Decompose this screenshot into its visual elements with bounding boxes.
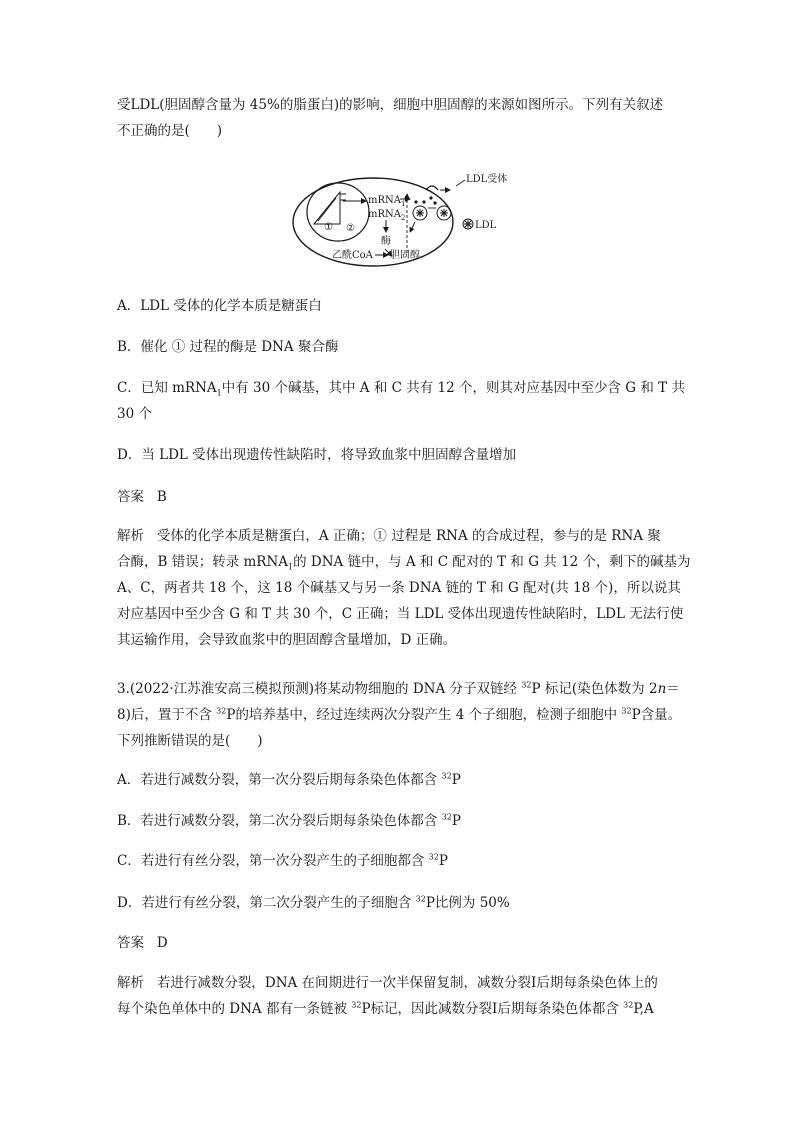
- acetyl-coa-label: 乙酰CoA: [332, 250, 373, 261]
- q2-answer: [117, 484, 682, 510]
- ldl-label: LDL: [475, 220, 497, 231]
- q3-analysis-line: 解析 若进行减数分裂，DNA 在间期进行一次半保留复制，减数分裂Ⅰ后期每条染色体上的: [117, 975, 658, 991]
- q3-stem: [117, 676, 682, 754]
- q3-option-b: B．若进行减数分裂，第二次分裂后期每条染色体都含 $^{32}$P: [117, 812, 461, 829]
- q3-answer: [117, 930, 682, 956]
- q3-stem-line: 8)后，置于不含 $^{32}$P的培养基中，经过连续两次分裂产生 4 个子细胞，检测子细胞中 $^{32}$P含量。: [117, 706, 682, 723]
- q2-analysis: [117, 523, 691, 653]
- answer-label: 答案: [117, 935, 144, 951]
- q2-option-c-line: 30 个: [117, 406, 152, 422]
- q2-option-d: D．当 LDL 受体出现遗传性缺陷时，将导致血浆中胆固醇含量增加: [117, 447, 517, 463]
- q2-analysis-line: 解析 受体的化学本质是糖蛋白，A 正确；① 过程是 RNA 的合成过程，参与的是 RNA 聚: [117, 528, 661, 544]
- ldl-particle-icon: [463, 219, 473, 229]
- q2-option-c-line: C．已知 mRNA$_1$中有 30 个碱基，其中 A 和 C 共有 12 个，则其对应基因中至少含 G 和 T 共: [117, 380, 685, 398]
- answer-value: B: [156, 489, 167, 505]
- q3-stem-line: 下列推断错误的是( ): [117, 733, 263, 749]
- cholesterol-label: 胆固醇: [390, 250, 420, 261]
- q2-option-c: [117, 375, 685, 427]
- mrna1-label: mRNA$_1$: [368, 195, 406, 208]
- q2-analysis-line: 合酶，B 错误；转录 mRNA$_1$的 DNA 链中，与 A 和 C 配对的 T 和 G 共 12 个，剩下的碱基为: [117, 554, 691, 572]
- q3-analysis-line: 每个染色单体中的 DNA 都有一条链被 $^{32}$P标记，因此减数分裂Ⅰ后期每条染色体都含 $^{32}$P,A: [117, 1000, 654, 1017]
- q3-option-c: C．若进行有丝分裂，第一次分裂产生的子细胞都含 $^{32}$P: [117, 852, 448, 869]
- q3-option-a: A．若进行减数分裂，第一次分裂后期每条染色体都含 $^{32}$P: [117, 771, 461, 788]
- q3-stem-line: 3.(2022·江苏淮安高三模拟预测)将某动物细胞的 DNA 分子双链经 $^{32}$P 标记(染色体数为 2n＝: [117, 680, 680, 697]
- q2-option-b: B．催化 ① 过程的酶是 DNA 聚合酶: [117, 339, 339, 355]
- analysis-label: 解析: [117, 975, 144, 991]
- answer-label: 答案: [117, 489, 144, 505]
- process2-label: ②: [346, 223, 355, 234]
- mrna2-label: mRNA$_2$: [368, 209, 406, 222]
- dna-icon: [314, 192, 346, 224]
- q2-stem: [117, 92, 682, 144]
- q2-option-a: A．LDL 受体的化学本质是糖蛋白: [117, 298, 322, 314]
- ldl-receptor-label: LDL受体: [466, 174, 508, 185]
- q2-analysis-line: A、C，两者共 18 个，这 18 个碱基又与另一条 DNA 链的 T 和 G 配对(共 18 个)，所以说其: [117, 580, 681, 596]
- analysis-label: 解析: [117, 528, 144, 544]
- process1-label: ①: [324, 222, 333, 233]
- answer-value: D: [156, 935, 168, 951]
- q3-analysis: [117, 970, 682, 1022]
- enzyme-label: 酶: [381, 236, 391, 247]
- q2-analysis-line: 对应基因中至少含 G 和 T 共 30 个，C 正确；当 LDL 受体出现遗传性缺陷时，LDL 无法行使: [117, 606, 684, 622]
- q2-analysis-line: 其运输作用，会导致血浆中的胆固醇含量增加，D 正确。: [117, 632, 457, 648]
- q3-option-d: D．若进行有丝分裂，第二次分裂产生的子细胞含 $^{32}$P比例为 50%: [117, 894, 510, 911]
- cholesterol-source-diagram: [288, 166, 508, 272]
- nucleus: [307, 183, 369, 241]
- q2-stem-line: 不正确的是( ): [117, 123, 223, 139]
- q2-stem-line: 受LDL(胆固醇含量为 45%的脂蛋白)的影响，细胞中胆固醇的来源如图所示。下列有关叙述: [117, 97, 664, 113]
